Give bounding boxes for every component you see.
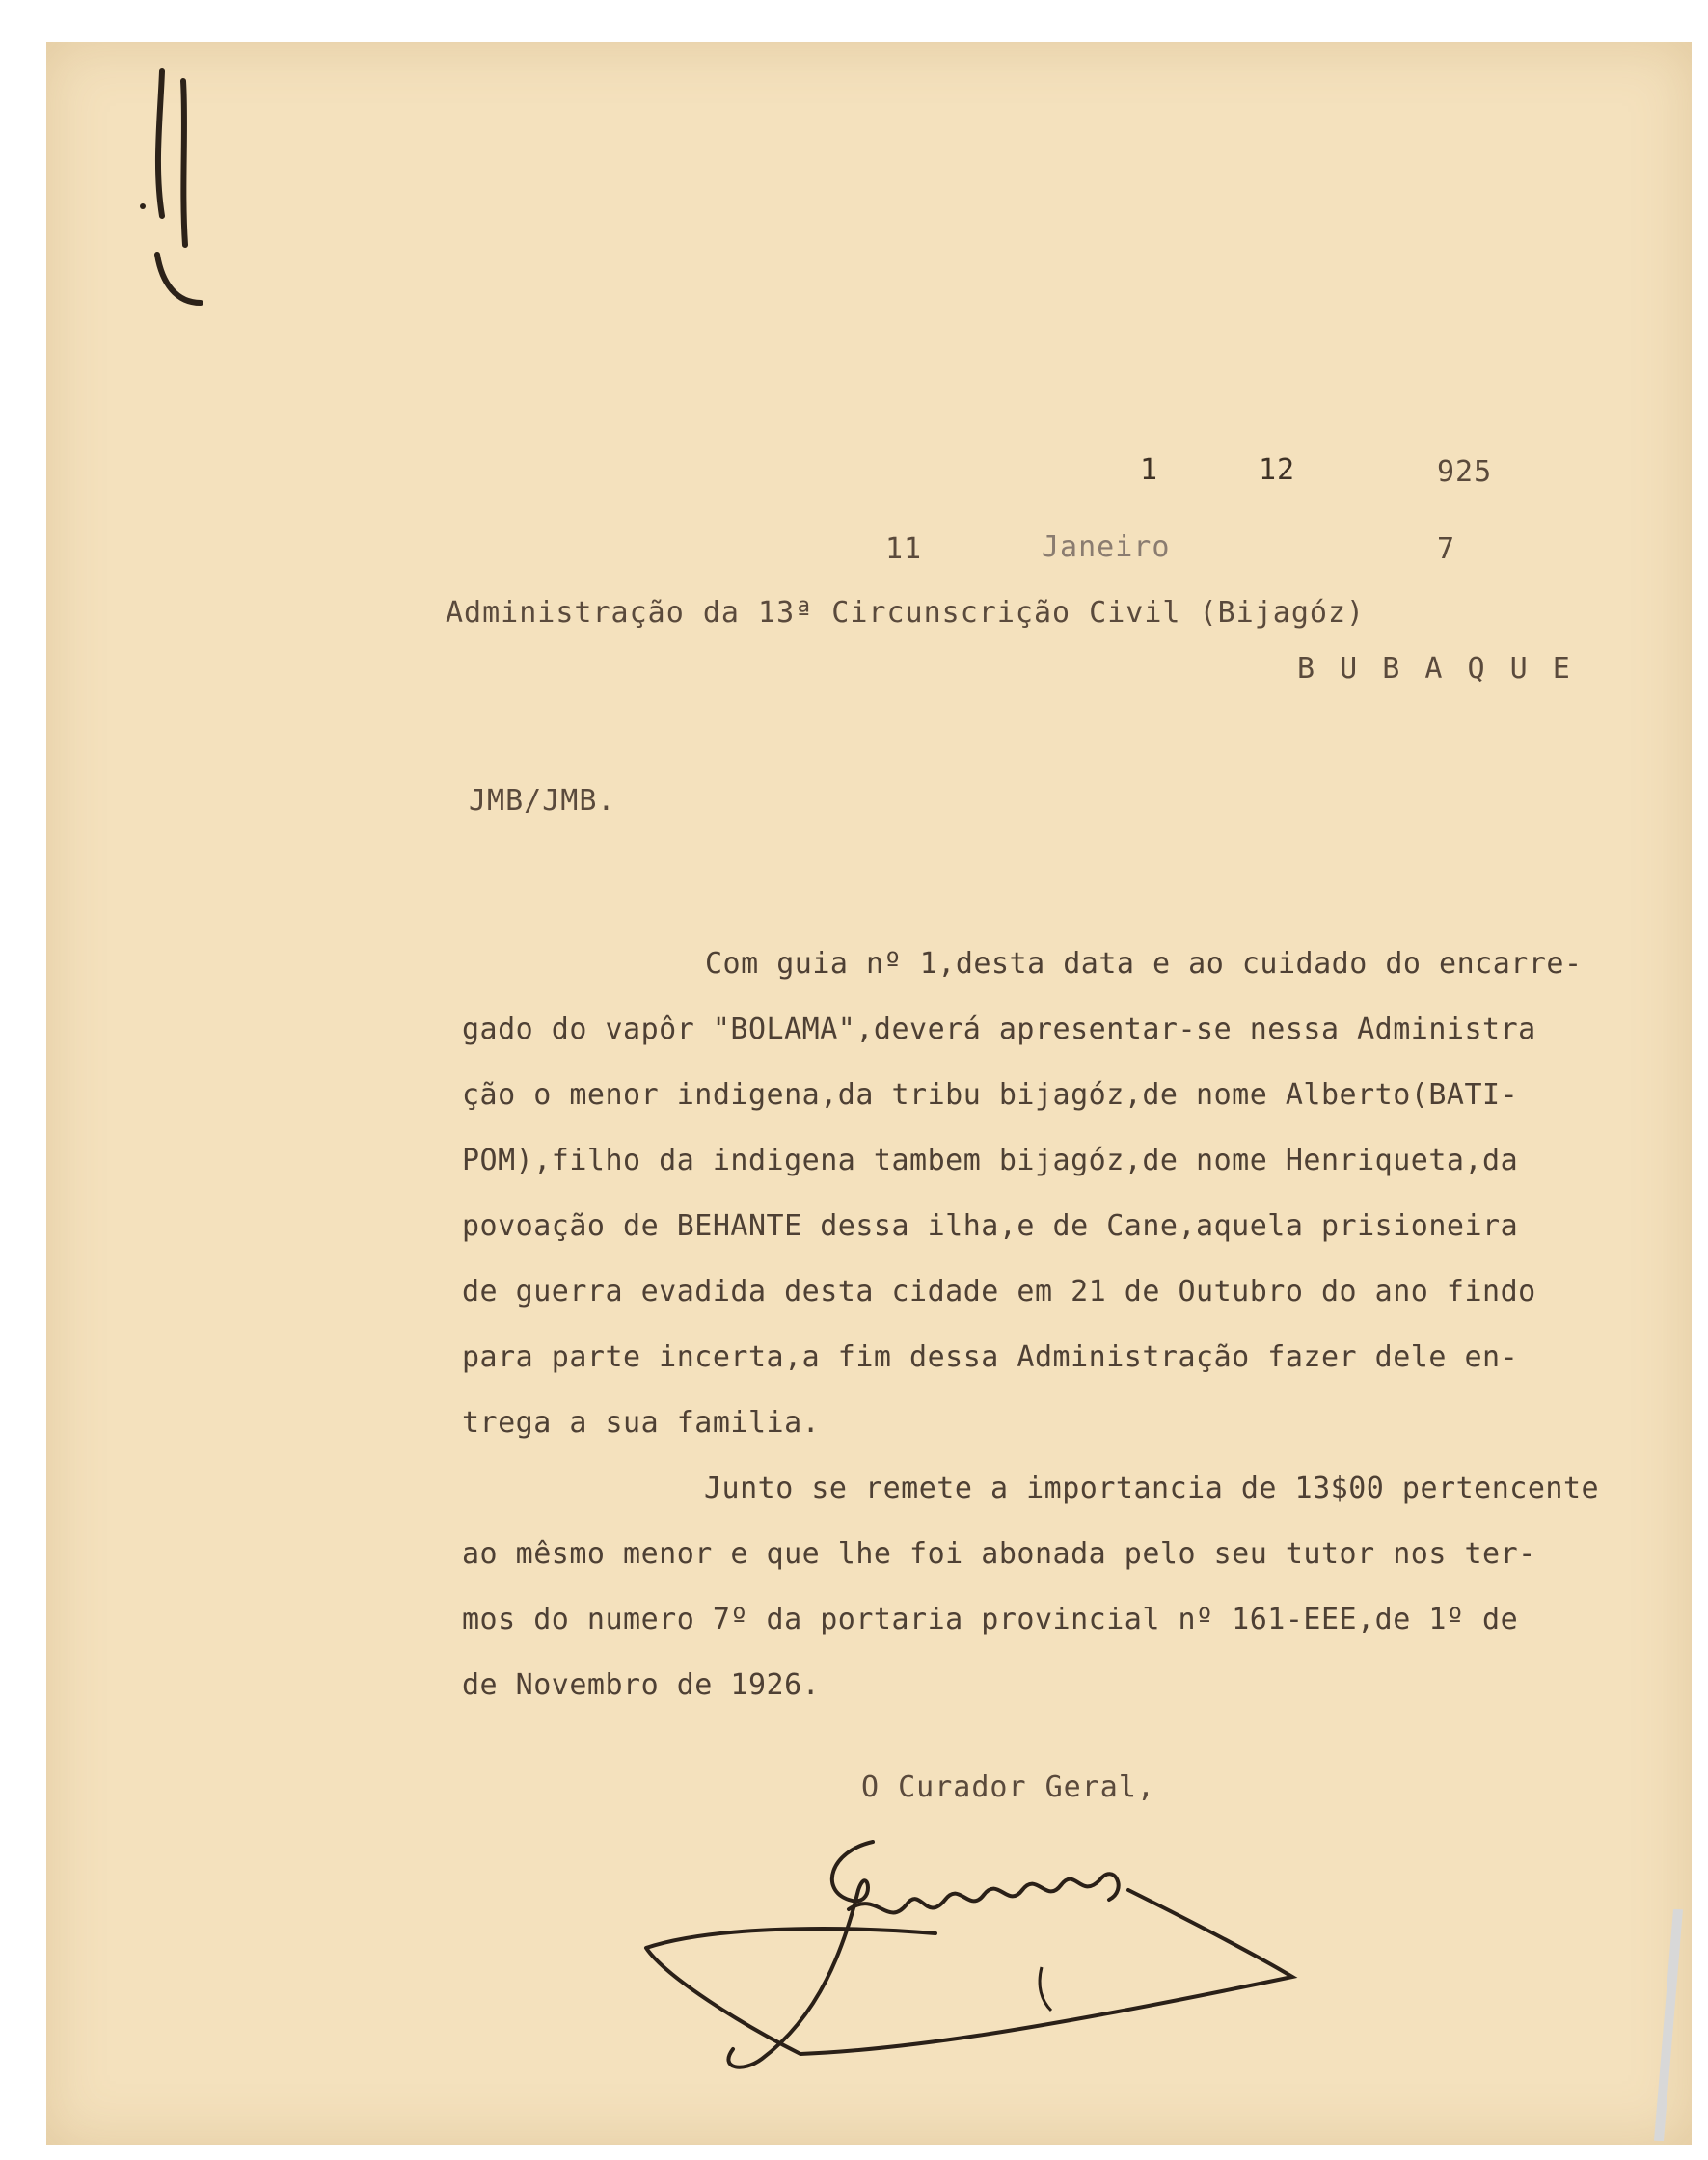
body-line: para parte incerta,a fim dessa Administração fazer dele en- — [462, 1340, 1519, 1374]
place-name: B U B A Q U E — [1297, 652, 1574, 686]
ink-stain-mark — [133, 62, 210, 351]
date-month: 12 — [1259, 453, 1296, 487]
body-line: ção o menor indigena,da tribu bijagóz,de nome Alberto(BATI- — [462, 1078, 1519, 1112]
body-line: de guerra evadida desta cidade em 21 de Outubro do ano findo — [462, 1275, 1536, 1309]
body-line: POM),filho da indigena tambem bijagóz,de nome Henriqueta,da — [462, 1144, 1519, 1177]
ref-day: 11 — [885, 532, 923, 566]
body-line: gado do vapôr "BOLAMA",deverá apresentar-se nessa Administra — [462, 1012, 1536, 1046]
date-day: 1 — [1140, 453, 1159, 487]
body-line: povoação de BEHANTE dessa ilha,e de Cane,aquela prisioneira — [462, 1209, 1519, 1243]
reference-code: JMB/JMB. — [469, 784, 616, 818]
date-year: 925 — [1437, 455, 1493, 489]
closing-title: O Curador Geral, — [861, 1770, 1155, 1804]
paper-edge-fold — [1640, 1909, 1697, 2141]
body-line: mos do numero 7º da portaria provincial nº 161-EEE,de 1º de — [462, 1603, 1519, 1636]
handwritten-signature — [627, 1832, 1302, 2083]
body-line: trega a sua familia. — [462, 1406, 821, 1440]
recipient-line: Administração da 13ª Circunscrição Civil (Bijagóz) — [446, 596, 1366, 630]
ref-month: Janeiro — [1042, 530, 1171, 564]
body-line: Com guia nº 1,desta data e ao cuidado do encarre- — [705, 947, 1583, 981]
body-line: Junto se remete a importancia de 13$00 pertencente — [704, 1472, 1600, 1505]
ref-number: 7 — [1437, 532, 1456, 566]
body-line: de Novembro de 1926. — [462, 1668, 821, 1702]
body-line: ao mêsmo menor e que lhe foi abonada pelo seu tutor nos ter- — [462, 1537, 1536, 1571]
